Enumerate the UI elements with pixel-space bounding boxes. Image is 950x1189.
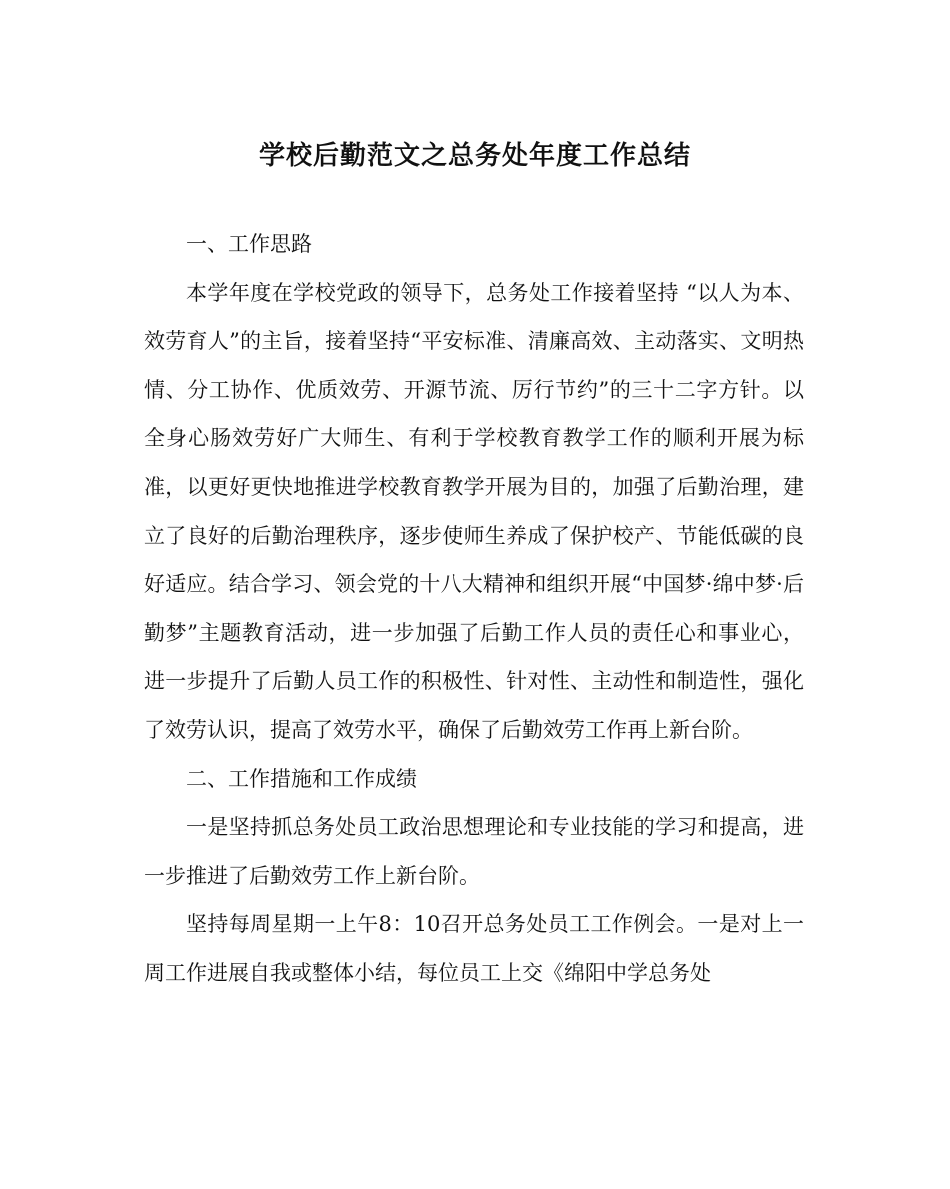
paragraph-work-ideas: 本学年度在学校党政的领导下，总务处工作接着坚持 “以人为本、效劳育人”的主旨，接着坚持“平安标准、清廉高效、主动落实、文明热情、分工协作、优质效劳、开源节流、厉行节约”的三十二字方针。以全身心肠效劳好广大师生、有利于学校教育教学工作的顺利开展为标准，以更好更快地推进学校教育教学开展为目的，加强了后勤治理，建立了良好的后勤治理秩序，逐步使师生养成了保护校产、节能低碳的良好适应。结合学习、领会党的十八大精神和组织开展“中国梦·绵中梦·后勤梦”主题教育活动，进一步加强了后勤工作人员的责任心和事业心， 进一步提升了后勤人员工作的积极性、针对性、主动性和制造性，强化了效劳认识，提高了效劳水平，确保了后勤效劳工作再上新台阶。: [144, 280, 804, 742]
section-heading-work-ideas: 一、工作思路: [186, 232, 312, 256]
document-title: 学校后勤范文之总务处年度工作总结: [258, 141, 691, 171]
paragraph-weekly-meeting: 坚持每周星期一上午8：10召开总务处员工工作例会。一是对上一周工作进展自我或整体小结，每位员工上交《绵阳中学总务处: [144, 912, 804, 985]
section-heading-measures: 二、工作措施和工作成绩: [186, 766, 417, 791]
paragraph-measure-one: 一是坚持抓总务处员工政治思想理论和专业技能的学习和提高，进一步推进了后勤效劳工作上新台阶。: [144, 815, 804, 888]
document-body: [144, 220, 804, 998]
